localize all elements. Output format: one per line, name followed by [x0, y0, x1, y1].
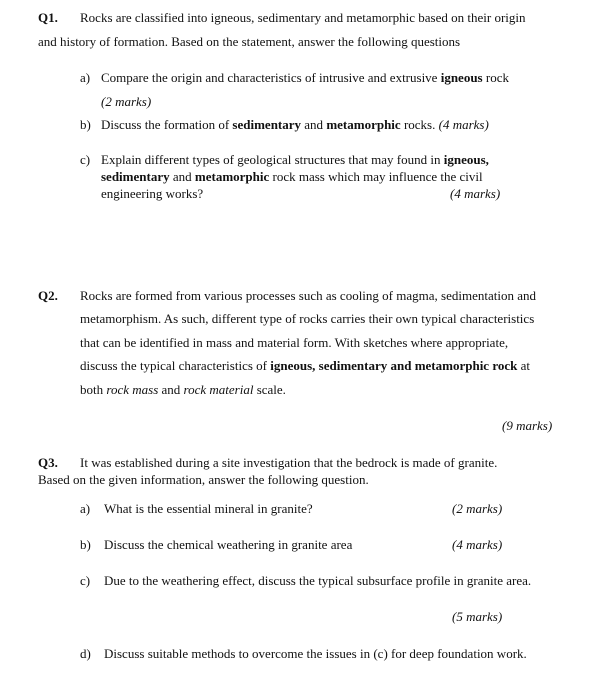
q3b-marks: (4 marks): [452, 537, 503, 552]
q1c-line1: Explain different types of geological structures that may found in igneous,: [101, 152, 489, 167]
q3c-label: c): [80, 573, 91, 588]
q1c-line2: sedimentary and metamorphic rock mass which may influence the civil: [101, 169, 483, 184]
q2-number: Q2.: [38, 288, 58, 303]
q1a-text: Compare the origin and characteristics of intrusive and extrusive igneous rock: [101, 70, 509, 85]
q2-line4: discuss the typical characteristics of igneous, sedimentary and metamorphic rock at: [80, 358, 531, 373]
q2-line2: metamorphism. As such, different type of rocks carries their own typical characteristics: [80, 311, 535, 326]
q3b-text: Discuss the chemical weathering in granite area: [104, 537, 353, 552]
q1-intro-line1: Rocks are classified into igneous, sedimentary and metamorphic based on their origin: [80, 10, 526, 25]
q1b-marks: (4 marks): [438, 117, 489, 132]
q1a-marks: (2 marks): [101, 94, 152, 109]
q3-number: Q3.: [38, 455, 58, 470]
q2-line5: both rock mass and rock material scale.: [80, 382, 286, 397]
q2-line3: that can be identified in mass and material form. With sketches where appropriate,: [80, 335, 509, 350]
q3a-text: What is the essential mineral in granite?: [104, 501, 313, 516]
q3a-label: a): [80, 501, 91, 516]
q1a-label: a): [80, 70, 91, 85]
q1-intro-line2: and history of formation. Based on the statement, answer the following questions: [38, 34, 461, 49]
q1b-text: Discuss the formation of sedimentary and metamorphic rocks. (4 marks): [101, 117, 489, 132]
q2-line1: Rocks are formed from various processes such as cooling of magma, sedimentation and: [80, 288, 536, 303]
q1c-line3: engineering works?: [101, 186, 204, 201]
q3-intro-line1: It was established during a site investigation that the bedrock is made of granite.: [80, 455, 498, 470]
q3d-label: d): [80, 646, 91, 661]
q3-intro-line2: Based on the given information, answer the following question.: [38, 472, 369, 487]
q1-number: Q1.: [38, 10, 58, 25]
q3a-marks: (2 marks): [452, 501, 503, 516]
q3c-marks: (5 marks): [452, 609, 503, 624]
q1c-label: c): [80, 152, 91, 167]
q1b-label: b): [80, 117, 91, 132]
q3c-text: Due to the weathering effect, discuss the typical subsurface profile in granite area.: [104, 573, 532, 588]
q2-marks: (9 marks): [502, 418, 553, 433]
q1c-marks: (4 marks): [450, 186, 501, 201]
q3b-label: b): [80, 537, 91, 552]
q3d-text: Discuss suitable methods to overcome the issues in (c) for deep foundation work.: [104, 646, 527, 661]
